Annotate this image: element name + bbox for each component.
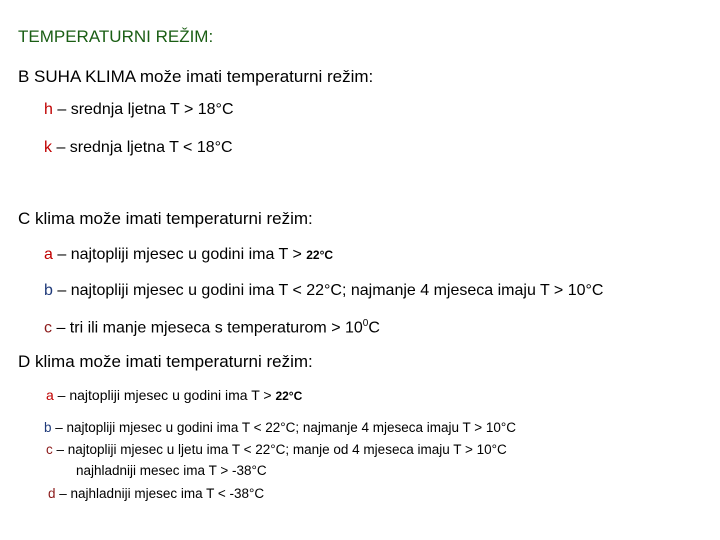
section-c-item-a [44,246,333,264]
section-b-item-h [44,101,234,119]
item-letter: c [46,442,53,457]
item-letter: c [44,319,52,337]
section-d-item-d [48,486,264,501]
item-letter: b [44,282,53,299]
section-c-heading: C klima može imati temperaturni režim: [18,209,313,228]
item-text: – srednja ljetna T > 18°C [52,101,234,118]
item-tail: C [368,319,380,337]
section-c-item-b [44,282,603,300]
item-text: – najtopliji mjesec u godini ima T < 22°C; najmanje 4 mjeseca imaju T > 10°C [52,282,604,299]
section-c-item-c [44,318,380,337]
section-d-item-c [46,442,507,457]
item-text: – najtopliji mjesec u ljetu ima T < 22°C; manje od 4 mjeseca imaju T > 10°C [52,442,507,457]
item-letter: a [44,246,53,263]
section-d-item-a [46,387,302,403]
item-value: 22°C [275,389,303,403]
item-text: – tri ili manje mjeseca s temperaturom > 10 [52,319,363,337]
section-d-item-b [44,420,516,435]
section-b-heading: B SUHA KLIMA može imati temperaturni režim: [18,67,374,86]
item-text: – najtopliji mjesec u godini ima T > [52,246,307,263]
item-letter: d [48,486,56,501]
item-letter: h [44,101,53,118]
item-value: 22°C [306,248,334,262]
item-text: – najhladniji mjesec ima T < -38°C [55,486,265,501]
section-d-item-c-continuation: najhladniji mesec ima T > -38°C [76,463,267,478]
item-text: – najtopliji mjesec u godini ima T > [53,387,276,403]
item-text: – najtopliji mjesec u godini ima T < 22°C; najmanje 4 mjeseca imaju T > 10°C [51,420,517,435]
item-letter: b [44,420,52,435]
section-d-heading: D klima može imati temperaturni režim: [18,352,313,371]
item-letter: k [44,139,52,156]
item-text: – srednja ljetna T < 18°C [52,139,233,156]
section-b-item-k [44,139,233,157]
page-title: TEMPERATURNI REŽIM: [18,27,214,46]
item-superscript: 0 [362,318,369,329]
item-letter: a [46,387,54,403]
